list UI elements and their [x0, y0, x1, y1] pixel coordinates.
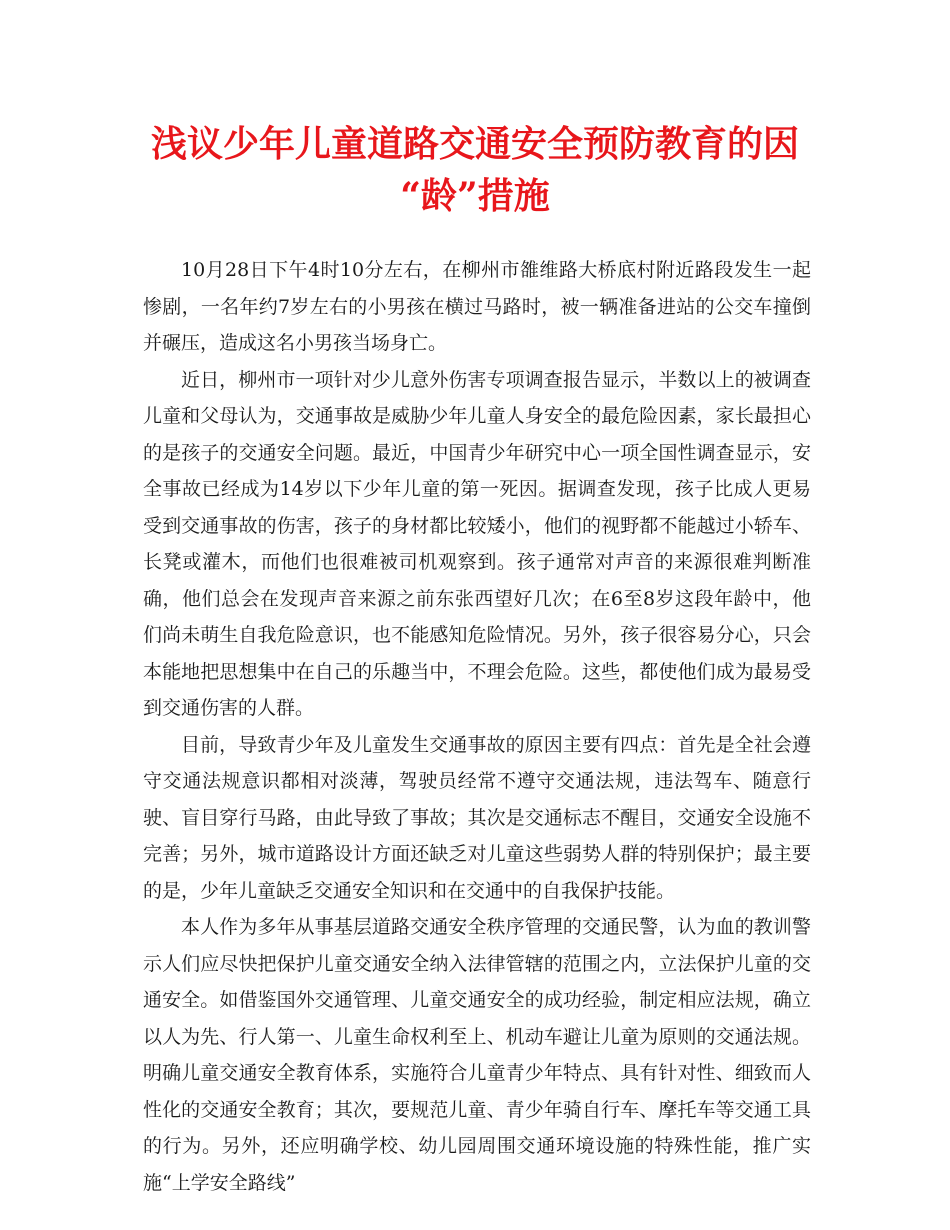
- paragraph-3: 目前，导致青少年及儿童发生交通事故的原因主要有四点：首先是全社会遵守交通法规意识都相对淡薄，驾驶员经常不遵守交通法规，违法驾车、随意行驶、盲目穿行马路，由此导致了事故；其次是交通标志不醒目，交通安全设施不完善；另外，城市道路设计方面还缺乏对儿童这些弱势人群的特别保护；最主要的是，少年儿童缺乏交通安全知识和在交通中的自我保护技能。: [143, 733, 811, 902]
- paragraph-1: 10月28日下午4时10分左右，在柳州市雒维路大桥底村附近路段发生一起惨剧，一名年约7岁左右的小男孩在横过马路时，被一辆准备进站的公交车撞倒并碾压，造成这名小男孩当场身亡。: [143, 259, 811, 354]
- title-line-2: “龄”措施: [400, 175, 550, 217]
- title-line-1: 浅议少年儿童道路交通安全预防教育的因: [150, 123, 799, 165]
- document-title: [120, 118, 830, 222]
- document-body: [143, 252, 811, 1201]
- paragraph-2: 近日，柳州市一项针对少儿意外伤害专项调查报告显示，半数以上的被调查儿童和父母认为，交通事故是威胁少年儿童人身安全的最危险因素，家长最担心的是孩子的交通安全问题。最近，中国青少年研究中心一项全国性调查显示，安全事故已经成为14岁以下少年儿童的第一死因。据调查发现，孩子比成人更易受到交通事故的伤害，孩子的身材都比较矮小，他们的视野都不能越过小轿车、长凳或灌木，而他们也很难被司机观察到。孩子通常对声音的来源很难判断准确，他们总会在发现声音来源之前东张西望好几次；在6至8岁这段年龄中，他们尚未萌生自我危险意识，也不能感知危险情况。另外，孩子很容易分心，只会本能地把思想集中在自己的乐趣当中，不理会危险。这些，都使他们成为最易受到交通伤害的人群。: [143, 368, 811, 719]
- paragraph-4: 本人作为多年从事基层道路交通安全秩序管理的交通民警，认为血的教训警示人们应尽快把保护儿童交通安全纳入法律管辖的范围之内，立法保护儿童的交通安全。如借鉴国外交通管理、儿童交通安全的成功经验，制定相应法规，确立以人为先、行人第一、儿童生命权利至上、机动车避让儿童为原则的交通法规。明确儿童交通安全教育体系，实施符合儿童青少年特点、具有针对性、细致而人性化的交通安全教育；其次，要规范儿童、青少年骑自行车、摩托车等交通工具的行为。另外，还应明确学校、幼儿园周围交通环境设施的特殊性能，推广实施“上学安全路线”: [143, 916, 811, 1194]
